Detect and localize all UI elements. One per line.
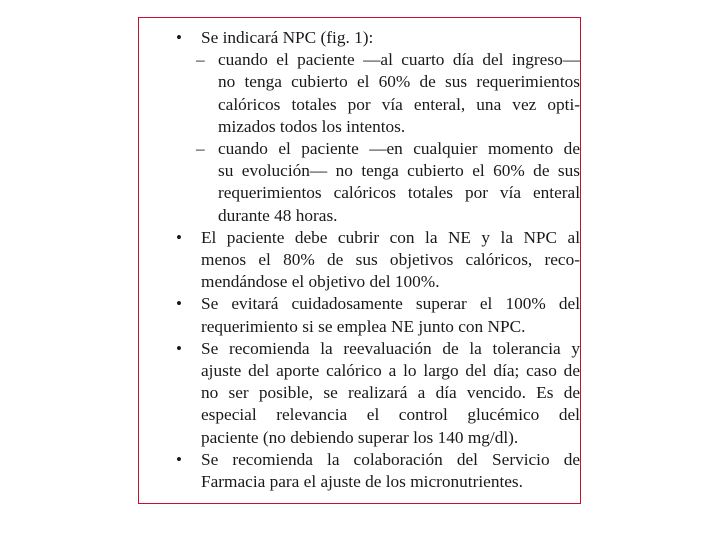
list-item bbox=[176, 338, 580, 449]
list-item bbox=[176, 27, 580, 49]
bullet-icon: • bbox=[176, 294, 182, 314]
item-line: requerimiento si se emplea NE junto con NPC. bbox=[201, 316, 526, 336]
item-line: cuando el paciente —al cuarto día del ingreso— bbox=[218, 50, 580, 70]
item-line: ajuste del aporte calórico a lo largo del día; caso de bbox=[201, 361, 580, 381]
item-line: requerimientos calóricos totales por vía enteral bbox=[218, 183, 580, 203]
item-line: mendándose el objetivo del 100%. bbox=[201, 272, 440, 292]
item-line: El paciente debe cubrir con la NE y la NPC al bbox=[201, 227, 580, 247]
item-line: calóricos totales por vía enteral, una vez opti- bbox=[218, 94, 580, 114]
item-line: Se recomienda la reevaluación de la tolerancia y bbox=[201, 338, 580, 358]
item-line: menos el 80% de sus objetivos calóricos, reco- bbox=[201, 250, 580, 270]
list-item bbox=[176, 227, 580, 294]
bullet-icon: • bbox=[176, 28, 182, 47]
bullet-icon: • bbox=[176, 449, 182, 469]
item-line: paciente (no debiendo superar los 140 mg/dl). bbox=[201, 427, 519, 447]
item-line: durante 48 horas. bbox=[218, 205, 338, 225]
dash-icon: – bbox=[196, 139, 205, 159]
sub-list-item bbox=[176, 138, 580, 227]
item-line: Se recomienda la colaboración del Servicio de bbox=[201, 449, 580, 469]
item-line: especial relevancia el control glucémico del bbox=[201, 405, 580, 425]
bullet-icon: • bbox=[176, 338, 182, 358]
item-line: mizados todos los intentos. bbox=[218, 116, 406, 136]
list-item bbox=[176, 449, 580, 493]
recommendation-list bbox=[176, 27, 580, 493]
list-item bbox=[176, 293, 580, 337]
item-line: Se evitará cuidadosamente superar el 100% del bbox=[201, 294, 580, 314]
item-line: Se indicará NPC (fig. 1): bbox=[201, 28, 374, 47]
sub-list-item bbox=[176, 49, 580, 138]
bullet-icon: • bbox=[176, 227, 182, 247]
item-line: su evolución— no tenga cubierto el 60% de sus bbox=[218, 161, 580, 181]
item-line: cuando el paciente —en cualquier momento de bbox=[218, 139, 580, 159]
item-line: no ser posible, se realizará a día vencido. Es de bbox=[201, 383, 580, 403]
item-line: no tenga cubierto el 60% de sus requerimientos bbox=[218, 72, 580, 92]
item-line: Farmacia para el ajuste de los micronutrientes. bbox=[201, 472, 523, 492]
dash-icon: – bbox=[196, 50, 205, 70]
